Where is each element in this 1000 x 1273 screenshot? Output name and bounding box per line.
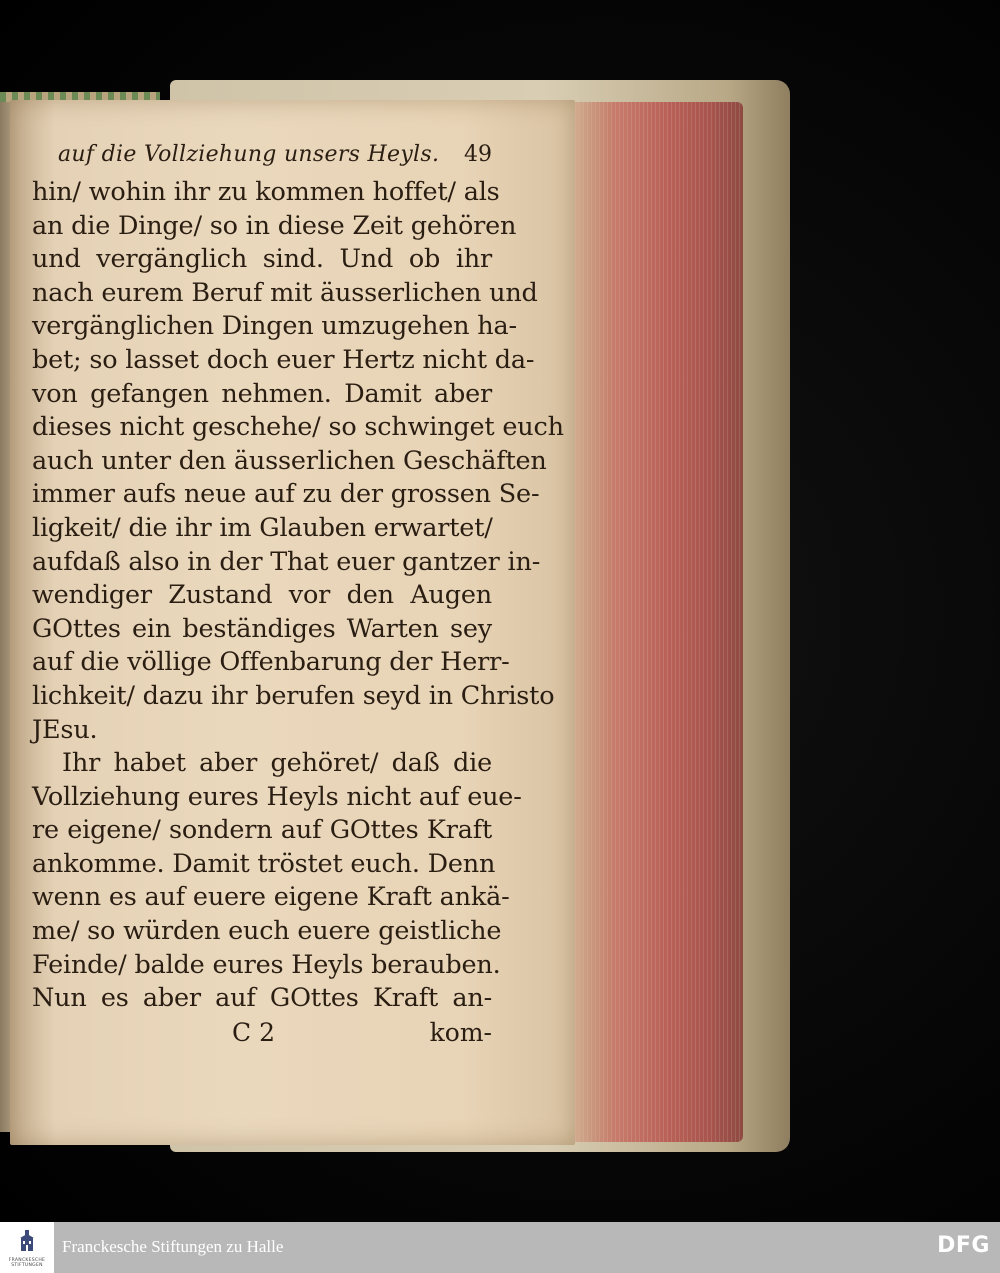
text-line: immer aufs neue auf zu der grossen Se- — [32, 479, 540, 510]
page-text-block — [32, 136, 564, 1052]
text-line: vergänglichen Dingen umzugehen ha- — [32, 311, 517, 342]
text-line: und vergänglich sind. Und ob ihr — [32, 244, 492, 275]
text-line: wenn es auf euere eigene Kraft ankä- — [32, 882, 510, 913]
text-line: aufdaß also in der That euer gantzer in- — [32, 546, 541, 577]
logo-text: FRANCKESCHE STIFTUNGEN — [8, 1258, 46, 1268]
fore-edge-highlight — [575, 102, 615, 1142]
text-line: auch unter den äusserlichen Geschäften — [32, 445, 547, 476]
text-line: ligkeit/ die ihr im Glauben erwartet/ — [32, 512, 493, 543]
text-line: Ihr habet aber gehöret/ daß die — [62, 748, 492, 779]
text-line: von gefangen nehmen. Damit aber — [32, 378, 492, 409]
credit-bar — [0, 1222, 1000, 1273]
page-footer — [32, 1016, 492, 1052]
text-line: auf die völlige Offenbarung der Herr- — [32, 647, 510, 678]
running-head: auf die Vollziehung unsers Heyls. — [58, 142, 440, 167]
text-line: GOttes ein beständiges Warten sey — [32, 613, 492, 644]
text-line: wendiger Zustand vor den Augen — [32, 580, 492, 611]
text-line: nach eurem Beruf mit äusserlichen und — [32, 277, 538, 308]
signature-mark: C 2 — [232, 1017, 275, 1047]
text-line: JEsu. — [32, 714, 98, 745]
text-line: hin/ wohin ihr zu kommen hoffet/ als — [32, 177, 500, 207]
institution-logo — [0, 1222, 54, 1273]
text-line: me/ so würden euch euere geistliche — [32, 916, 502, 947]
text-line: ankomme. Damit tröstet euch. Denn — [32, 848, 496, 879]
text-line: Feinde/ balde eures Heyls berauben. — [32, 949, 501, 980]
dfg-logo: DFG — [937, 1233, 990, 1258]
text-line: re eigene/ sondern auf GOttes Kraft — [32, 815, 492, 846]
catchword: kom- — [429, 1017, 492, 1047]
institution-name: Franckesche Stiftungen zu Halle — [62, 1237, 284, 1256]
text-line: dieses nicht geschehe/ so schwinget euch — [32, 412, 564, 443]
text-line: bet; so lasset doch euer Hertz nicht da- — [32, 344, 535, 375]
page-number: 49 — [464, 142, 492, 167]
text-line: Nun es aber auf GOttes Kraft an- — [32, 983, 492, 1014]
building-icon — [19, 1230, 35, 1252]
text-line: an die Dinge/ so in diese Zeit gehören — [32, 210, 517, 241]
text-line: lichkeit/ dazu ihr berufen seyd in Christo — [32, 680, 555, 711]
text-line: Vollziehung eures Heyls nicht auf eue- — [32, 781, 522, 812]
page-header — [32, 136, 492, 176]
